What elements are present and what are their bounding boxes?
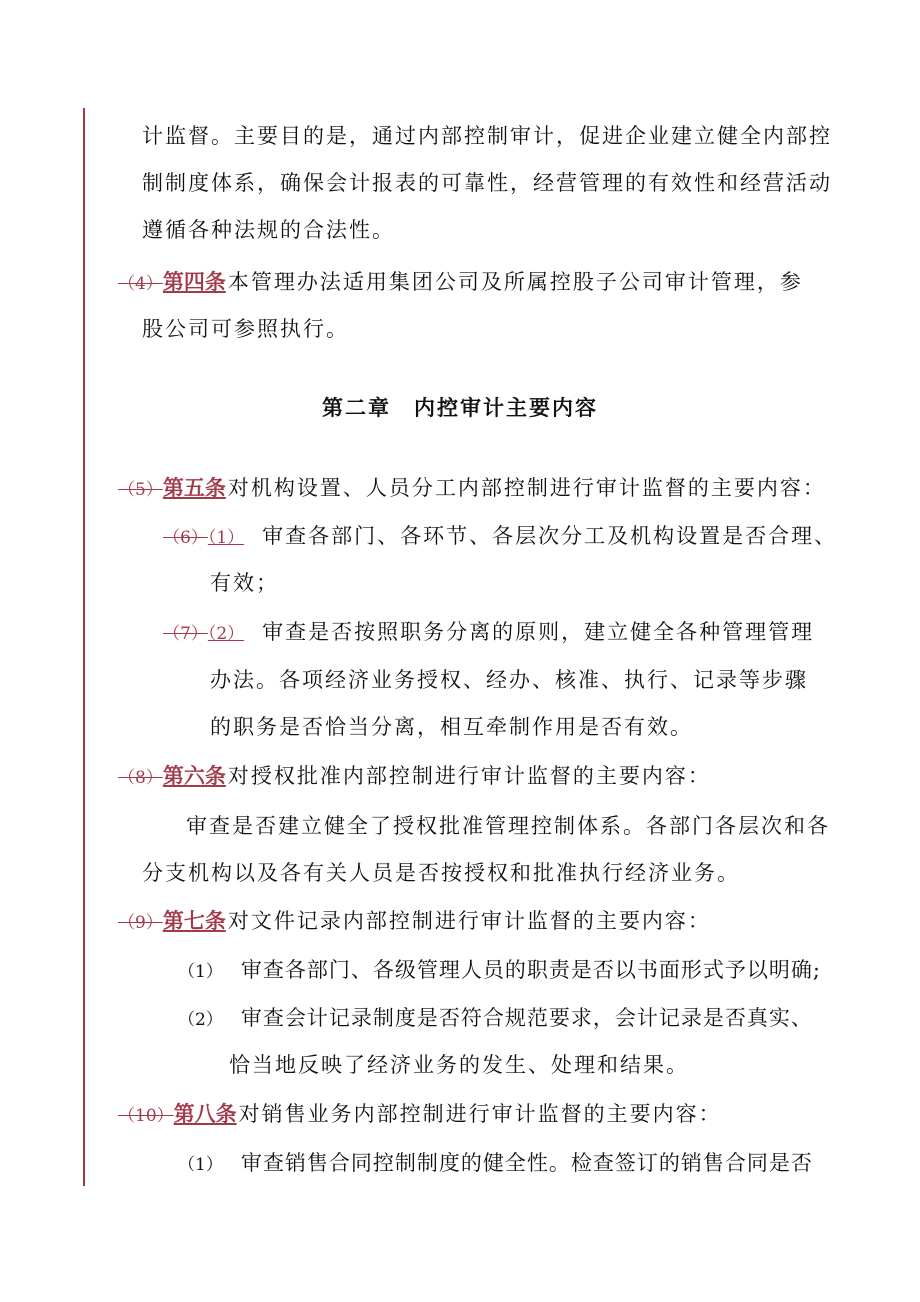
revision-margin-bar (83, 108, 85, 1186)
list-item (178, 1003, 813, 1035)
deleted-number: （9） (118, 913, 163, 933)
item-text: 审查会计记录制度是否符合规范要求，会计记录是否真实、 (240, 1006, 813, 1030)
item-number: （1） (178, 1155, 223, 1175)
inserted-article-number: 第七条 (162, 908, 226, 933)
article-5 (118, 473, 826, 505)
item-number: （1） (178, 962, 223, 982)
article-4 (118, 267, 803, 299)
paragraph-line: 审查是否建立健全了授权批准管理控制体系。各部门各层次和各 (186, 814, 830, 838)
list-item (178, 955, 821, 987)
article-text: 对文件记录内部控制进行审计监督的主要内容： (227, 909, 711, 933)
inserted-article-number: 第四条 (162, 269, 226, 294)
deleted-number: （5） (118, 480, 163, 500)
article-7 (118, 906, 711, 938)
article-text: 对销售业务内部控制进行审计监督的主要内容： (238, 1102, 722, 1126)
paragraph-line: 恰当地反映了经济业务的发生、处理和结果。 (229, 1053, 689, 1077)
paragraph-line: 股公司可参照执行。 (142, 317, 349, 341)
article-text: 对授权批准内部控制进行审计监督的主要内容： (227, 764, 711, 788)
item-number: （2） (178, 1010, 223, 1030)
list-item (163, 617, 814, 649)
chapter-title: 第二章 内控审计主要内容 (322, 395, 598, 420)
paragraph-line: 遵循各种法规的合法性。 (142, 218, 395, 242)
item-text: 审查销售合同控制制度的健全性。检查签订的销售合同是否 (240, 1151, 813, 1175)
paragraph-line: 有效； (210, 571, 279, 595)
inserted-item-number: （1） (207, 528, 245, 548)
article-text: 本管理办法适用集团公司及所属控股子公司审计管理，参 (227, 270, 803, 294)
deleted-number: （10） (118, 1106, 174, 1126)
item-text: 审查各部门、各环节、各层次分工及机构设置是否合理、 (262, 524, 838, 548)
inserted-article-number: 第五条 (162, 475, 226, 500)
deleted-number: （7） (163, 624, 208, 644)
inserted-article-number: 第六条 (162, 763, 226, 788)
paragraph-line: 办法。各项经济业务授权、经办、核准、执行、记录等步骤 (210, 668, 808, 692)
list-item (163, 521, 837, 553)
paragraph-line: 分支机构以及各有关人员是否按授权和批准执行经济业务。 (142, 861, 740, 885)
inserted-article-number: 第八条 (173, 1101, 237, 1126)
list-item (178, 1148, 813, 1180)
article-text: 对机构设置、人员分工内部控制进行审计监督的主要内容： (227, 476, 826, 500)
deleted-number: （6） (163, 528, 208, 548)
paragraph-line: 计监督。主要目的是，通过内部控制审计，促进企业建立健全内部控 (142, 124, 832, 148)
paragraph-line: 制制度体系，确保会计报表的可靠性，经营管理的有效性和经营活动 (142, 171, 832, 195)
article-8 (118, 1099, 722, 1131)
inserted-item-number: （2） (207, 624, 245, 644)
item-text: 审查是否按照职务分离的原则，建立健全各种管理管理 (262, 620, 815, 644)
deleted-number: （8） (118, 768, 163, 788)
article-6 (118, 761, 711, 793)
paragraph-line: 的职务是否恰当分离，相互牵制作用是否有效。 (210, 715, 693, 739)
item-text: 审查各部门、各级管理人员的职责是否以书面形式予以明确; (240, 958, 821, 982)
deleted-number: （4） (118, 274, 163, 294)
